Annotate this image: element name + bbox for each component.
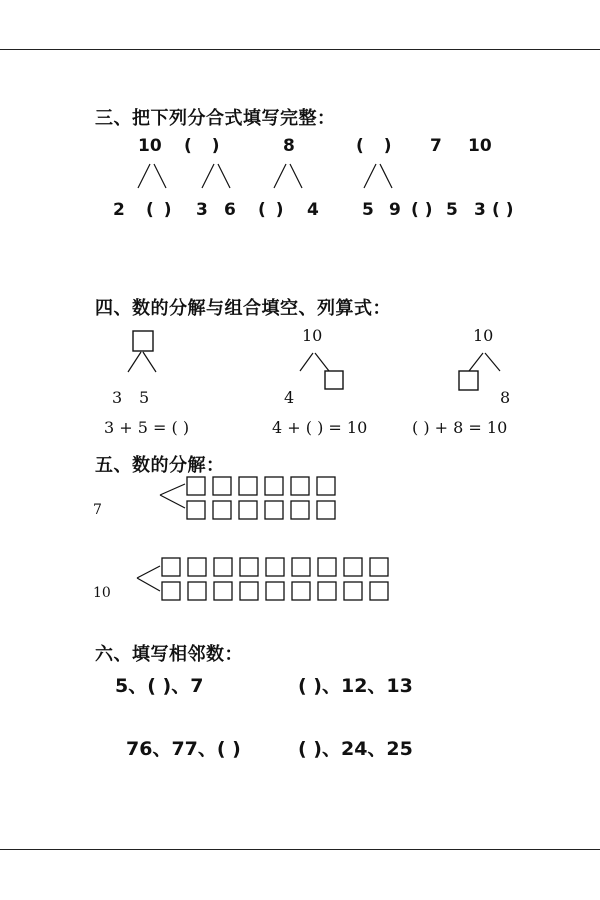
- s5-number-7: 7: [93, 502, 102, 518]
- s4-tree2-left: 4: [284, 388, 295, 407]
- s3-tree6-left: 3: [474, 200, 486, 220]
- s4-tree1-left: 3: [112, 388, 123, 407]
- s6-row2-left: 76、77、( ): [126, 738, 241, 760]
- s4-equation-2: 4 + ( ) = 10: [272, 418, 368, 437]
- s5-answer-box: [187, 477, 205, 495]
- s5-answer-box: [213, 501, 231, 519]
- section5-title: 五、数的分解：: [95, 455, 225, 476]
- s4-tree1-right: 5: [139, 388, 150, 407]
- s5-answer-box: [162, 558, 180, 576]
- s3-tree1-top: 10: [138, 136, 162, 156]
- s5-answer-box: [239, 501, 257, 519]
- s5-answer-box: [370, 582, 388, 600]
- section3-title: 三、把下列分合式填写完整：: [95, 108, 336, 129]
- s5-answer-box: [291, 477, 309, 495]
- s4-box-top: [133, 331, 153, 351]
- s4-equation-3: ( ) + 8 = 10: [412, 418, 508, 437]
- s5-answer-box: [317, 477, 335, 495]
- s3-tree1-right: ( ): [146, 200, 172, 220]
- s6-row1-right: ( )、12、13: [298, 675, 413, 697]
- s5-answer-box: [344, 582, 362, 600]
- s6-row2-right: ( )、24、25: [298, 738, 413, 760]
- s4-equation-1: 3 + 5 = ( ): [104, 418, 190, 437]
- s4-box-left: [459, 371, 478, 390]
- s5-answer-box: [239, 477, 257, 495]
- s3-tree3-left: ( ): [258, 200, 284, 220]
- s5-answer-box: [265, 477, 283, 495]
- s5-answer-box: [187, 501, 205, 519]
- s5-answer-box: [318, 582, 336, 600]
- s4-tree3-top: 10: [473, 326, 494, 345]
- s3-tree3-top: 8: [283, 136, 295, 156]
- s4-tree3-right: 8: [500, 388, 511, 407]
- s4-tree2-top: 10: [302, 326, 323, 345]
- s6-row1-left: 5、( )、7: [115, 675, 204, 697]
- s3-tree5-right: 5: [446, 200, 458, 220]
- section6-title: 六、填写相邻数：: [95, 644, 243, 665]
- section4-title: 四、数的分解与组合填空、列算式：: [95, 298, 391, 319]
- s5-answer-box: [188, 582, 206, 600]
- s3-tree2-top: ( ): [184, 136, 220, 156]
- s5-number-10: 10: [93, 585, 111, 601]
- s5-answer-box: [317, 501, 335, 519]
- s3-tree1-left: 2: [113, 200, 125, 220]
- s3-tree2-right: 6: [224, 200, 236, 220]
- s5-answer-box: [266, 558, 284, 576]
- s5-answer-box: [344, 558, 362, 576]
- s5-answer-box: [292, 558, 310, 576]
- s5-answer-box: [188, 558, 206, 576]
- s3-tree3-right: 4: [307, 200, 319, 220]
- s5-answer-box: [240, 558, 258, 576]
- s3-tree6-right: ( ): [492, 200, 514, 220]
- s5-answer-box: [370, 558, 388, 576]
- s3-tree4-left: 5: [362, 200, 374, 220]
- s3-tree4-right: 9: [389, 200, 401, 220]
- s3-tree5-top: 7: [430, 136, 442, 156]
- s5-answer-box: [162, 582, 180, 600]
- s5-answer-box: [213, 477, 231, 495]
- s3-tree4-top: ( ): [356, 136, 392, 156]
- s5-answer-box: [266, 582, 284, 600]
- s3-tree6-top: 10: [468, 136, 492, 156]
- s5-answer-box: [214, 558, 232, 576]
- s4-box-right: [325, 371, 343, 389]
- s5-answer-box: [291, 501, 309, 519]
- s3-tree2-left: 3: [196, 200, 208, 220]
- s3-tree5-left: ( ): [411, 200, 433, 220]
- s5-answer-box: [318, 558, 336, 576]
- s5-answer-box: [240, 582, 258, 600]
- s5-answer-box: [214, 582, 232, 600]
- s5-answer-box: [292, 582, 310, 600]
- s5-answer-box: [265, 501, 283, 519]
